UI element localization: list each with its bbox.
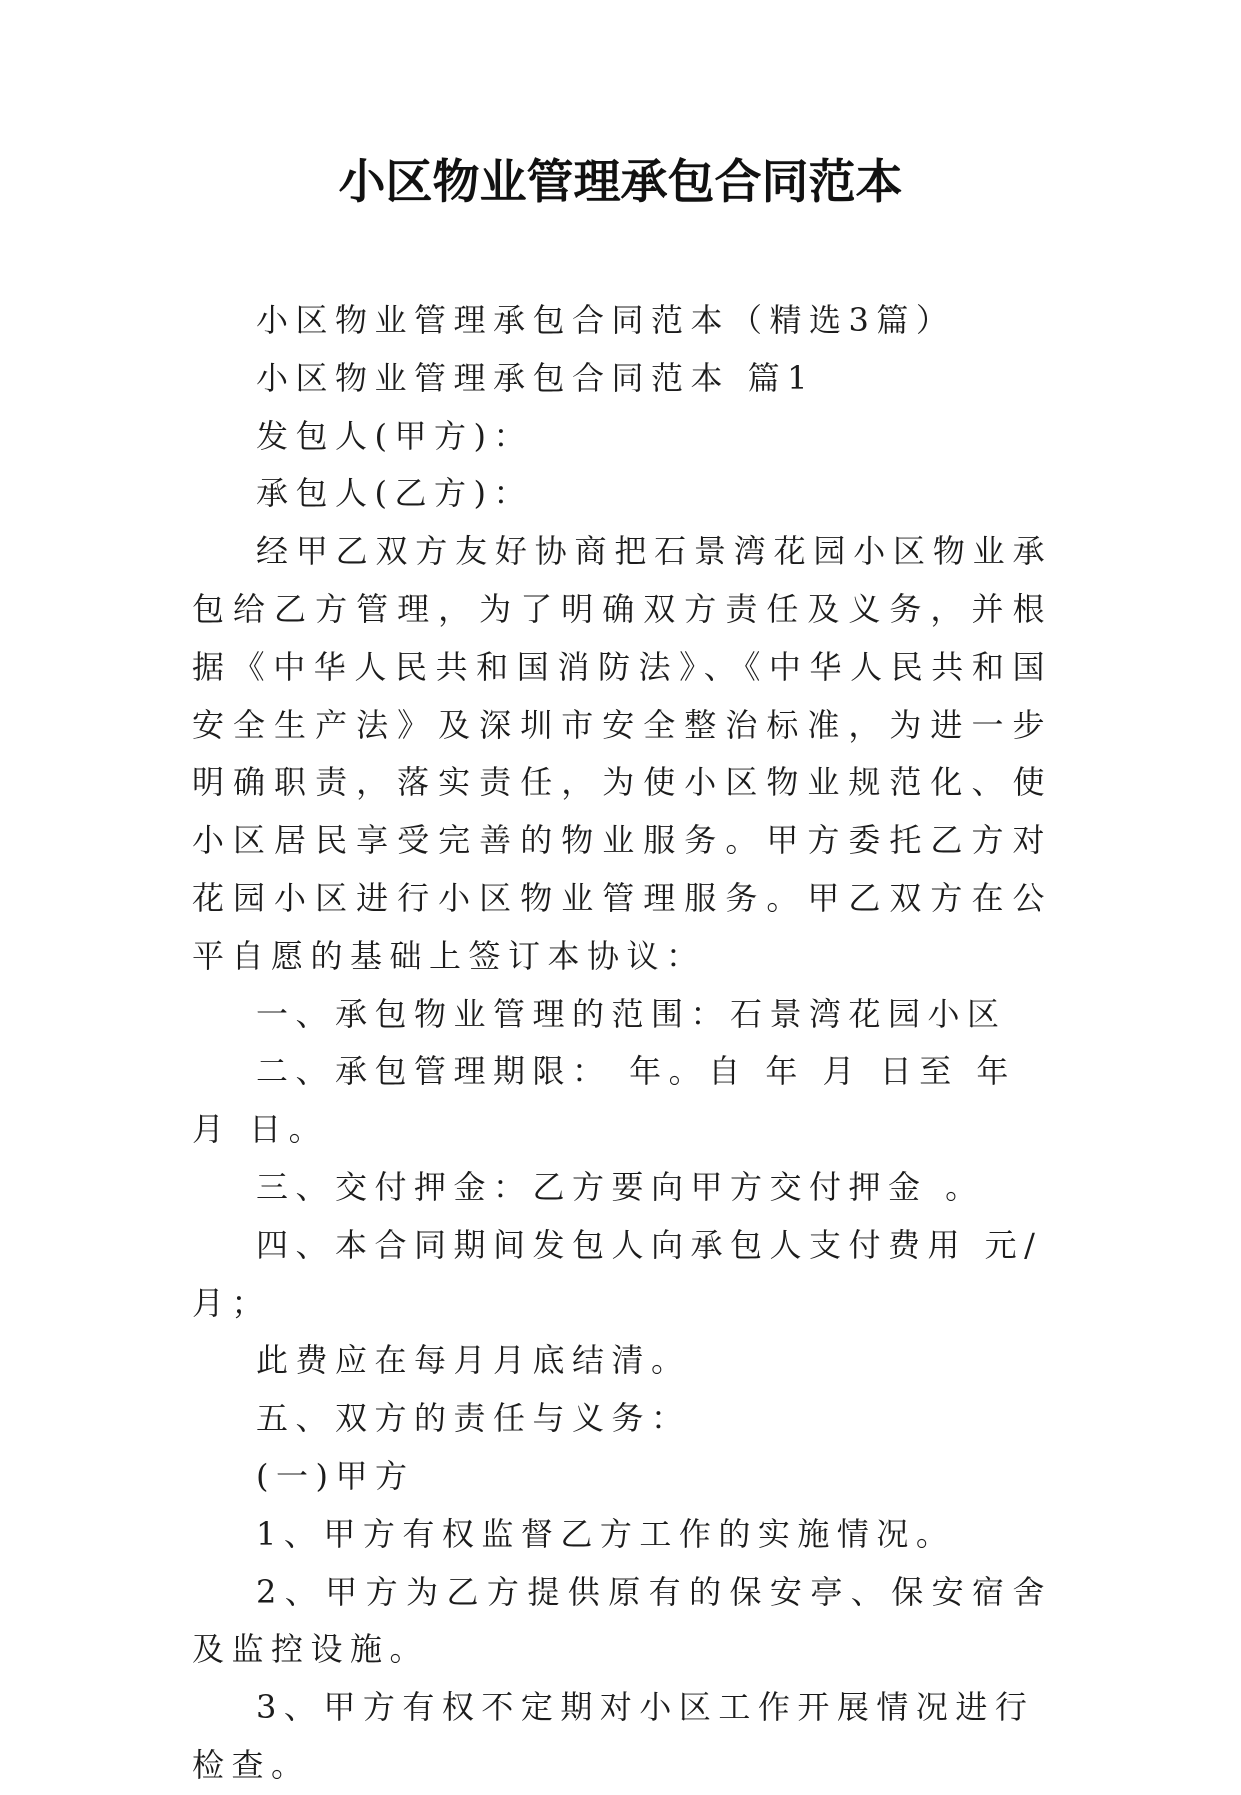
paragraph-item-2: 2、甲方为乙方提供原有的保安亭、保安宿舍及监控设施。	[192, 1572, 1052, 1669]
paragraph-party-a: 发包人(甲方)：	[256, 416, 533, 455]
paragraph-clause-3: 三、交付押金：乙方要向甲方交付押金 。	[256, 1167, 985, 1206]
paragraph-party-b: 承包人(乙方)：	[256, 474, 533, 513]
paragraph-item-1: 1、甲方有权监督乙方工作的实施情况。	[256, 1514, 956, 1553]
paragraph-section-heading: 小区物业管理承包合同范本 篇1	[256, 358, 816, 397]
document-title: 小区物业管理承包合同范本	[338, 155, 903, 210]
paragraph-clause-2: 二、承包管理期限： 年。自 年 月 日至 年 月 日。	[192, 1052, 1034, 1149]
paragraph-clause-4-note: 此费应在每月月底结清。	[256, 1341, 691, 1380]
paragraph-clause-1: 一、承包物业管理的范围：石景湾花园小区	[256, 994, 1007, 1033]
paragraph-party-a-heading: (一)甲方	[256, 1456, 415, 1495]
paragraph-subtitle: 小区物业管理承包合同范本（精选3篇）	[256, 301, 956, 339]
paragraph-clause-5: 五、双方的责任与义务：	[256, 1399, 691, 1438]
document-body	[192, 292, 1052, 1795]
paragraph-preamble: 经甲乙双方友好协商把石景湾花园小区物业承包给乙方管理，为了明确双方责任及义务，并根据《中华人民共和国消防法》、《中华人民共和国安全生产法》及深圳市安全整治标准，为进一步明确职责，落实责任，为使小区物业规范化、使小区居民享受完善的物业服务。甲方委托乙方对花园小区进行小区物业管理服务。甲乙双方在公平自愿的基础上签订本协议：	[192, 532, 1052, 975]
paragraph-item-3: 3、甲方有权不定期对小区工作开展情况进行检查。	[192, 1688, 1035, 1784]
paragraph-clause-4: 四、本合同期间发包人向承包人支付费用 元/月；	[192, 1225, 1043, 1322]
